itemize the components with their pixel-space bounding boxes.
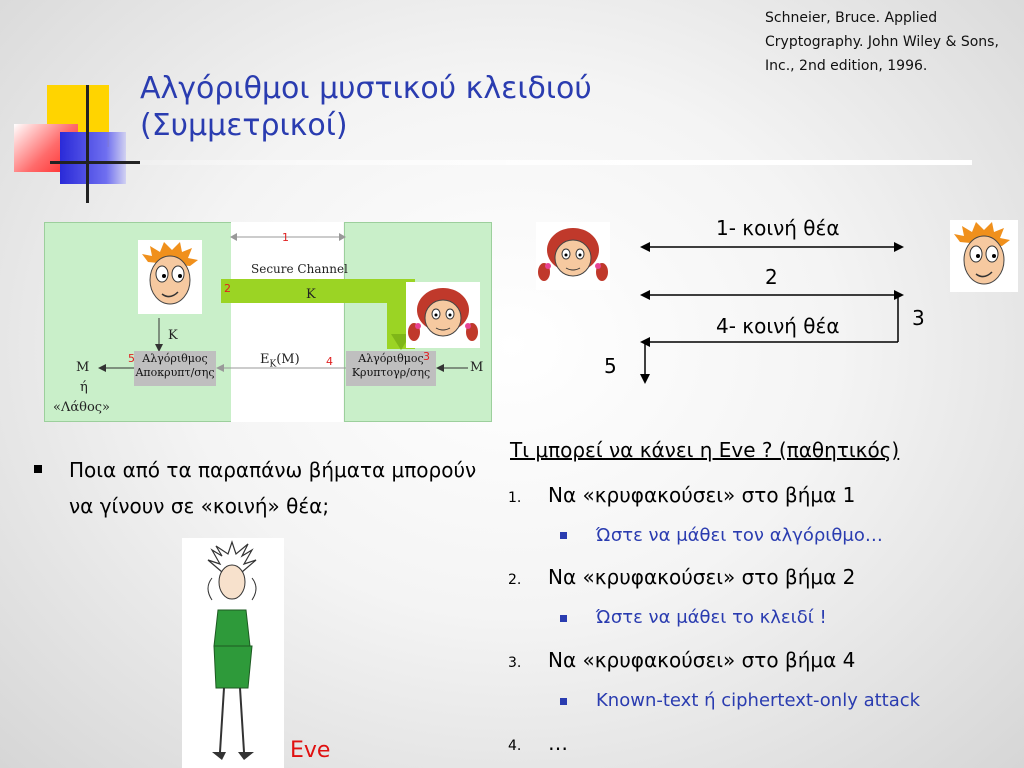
item-1-number: 1. <box>508 490 522 506</box>
title-underline <box>140 160 972 165</box>
key-label-receiver: K <box>168 328 178 343</box>
step-2-label: 2 <box>765 265 778 289</box>
alice-face-right <box>536 222 610 290</box>
center-white-area <box>231 222 343 422</box>
bob-avatar <box>138 240 202 314</box>
item-1-sub-bullet <box>560 532 567 539</box>
title-line-1: Αλγόριθμοι μυστικού κλειδιού <box>140 71 592 106</box>
item-4-text: … <box>548 731 568 755</box>
question-text: Ποια από τα παραπάνω βήματα μπορούν να γίνουν σε «κοινή» θέα; <box>69 458 477 518</box>
encrypt-algorithm-box: Αλγόριθμος Κρυπτογρ/σης <box>346 351 436 386</box>
ciphertext-label <box>260 352 300 370</box>
alice-avatar <box>406 282 480 348</box>
item-2-text: Να «κρυφακούσει» στο βήμα 2 <box>548 565 856 589</box>
item-1-text: Να «κρυφακούσει» στο βήμα 1 <box>548 483 856 507</box>
step-4-arrow <box>640 335 906 349</box>
step-number-2: 2 <box>224 282 231 295</box>
item-4-number: 4. <box>508 738 522 754</box>
step-5-label: 5 <box>604 354 617 378</box>
item-3-text: Να «κρυφακούσει» στο βήμα 4 <box>548 648 856 672</box>
plaintext-out-label: M <box>76 360 90 375</box>
step-number-3: 3 <box>423 350 430 363</box>
step-2-arrow <box>640 288 904 302</box>
step-number-5: 5 <box>128 352 135 365</box>
bob-face-right <box>950 220 1018 292</box>
or-label: ή <box>80 380 88 395</box>
logo-blue-square <box>60 132 126 184</box>
title-line-2: (Συμμετρικοί) <box>140 108 348 143</box>
error-label: «Λάθος» <box>53 400 111 415</box>
step-number-1: 1 <box>282 231 289 244</box>
ciphertext-key-sub: K <box>269 359 277 370</box>
slide-title <box>140 70 592 144</box>
item-2-sub-text: Ώστε να μάθει το κλειδί ! <box>596 607 827 628</box>
eve-figure <box>182 538 284 768</box>
step-1-label: 1- κοινή θέα <box>716 216 840 240</box>
item-3-sub-bullet <box>560 698 567 705</box>
logo-vertical-line <box>86 85 89 203</box>
item-2-number: 2. <box>508 572 522 588</box>
item-1-sub-text: Ώστε να μάθει τον αλγόριθμο… <box>596 525 883 546</box>
citation-text: Schneier, Bruce. Applied Cryptography. John Wiley & Sons, Inc., 2nd edition, 1996. <box>765 10 999 74</box>
plaintext-out-arrow <box>98 362 134 374</box>
key-down-arrow <box>152 318 166 354</box>
item-3-number: 3. <box>508 655 522 671</box>
step-number-4: 4 <box>326 355 333 368</box>
step-3-label: 3 <box>912 306 925 330</box>
eve-label: Eve <box>290 738 331 763</box>
question-bullet <box>34 465 42 473</box>
plaintext-in-arrow <box>436 362 468 374</box>
key-channel-label: K <box>306 287 316 302</box>
crypto-diagram <box>44 222 492 422</box>
secure-channel-label: Secure Channel <box>251 262 348 276</box>
decrypt-algorithm-box: Αλγόριθμος Αποκρυπτ/σης <box>134 351 216 386</box>
item-2-sub-bullet <box>560 615 567 622</box>
step-4-label: 4- κοινή θέα <box>716 314 840 338</box>
step-1-arrow <box>640 240 904 254</box>
logo-horizontal-line <box>50 161 140 164</box>
key-channel-bar <box>221 279 415 303</box>
ciphertext-arg: (M) <box>276 352 300 367</box>
ciphertext-e: E <box>260 352 270 367</box>
plaintext-in-label: M <box>470 360 484 375</box>
step-5-arrow <box>638 340 652 384</box>
list-heading: Τι μπορεί να κάνει η Eve ? (παθητικός) <box>510 438 900 462</box>
item-3-sub-text: Known-text ή ciphertext-only attack <box>596 690 921 711</box>
